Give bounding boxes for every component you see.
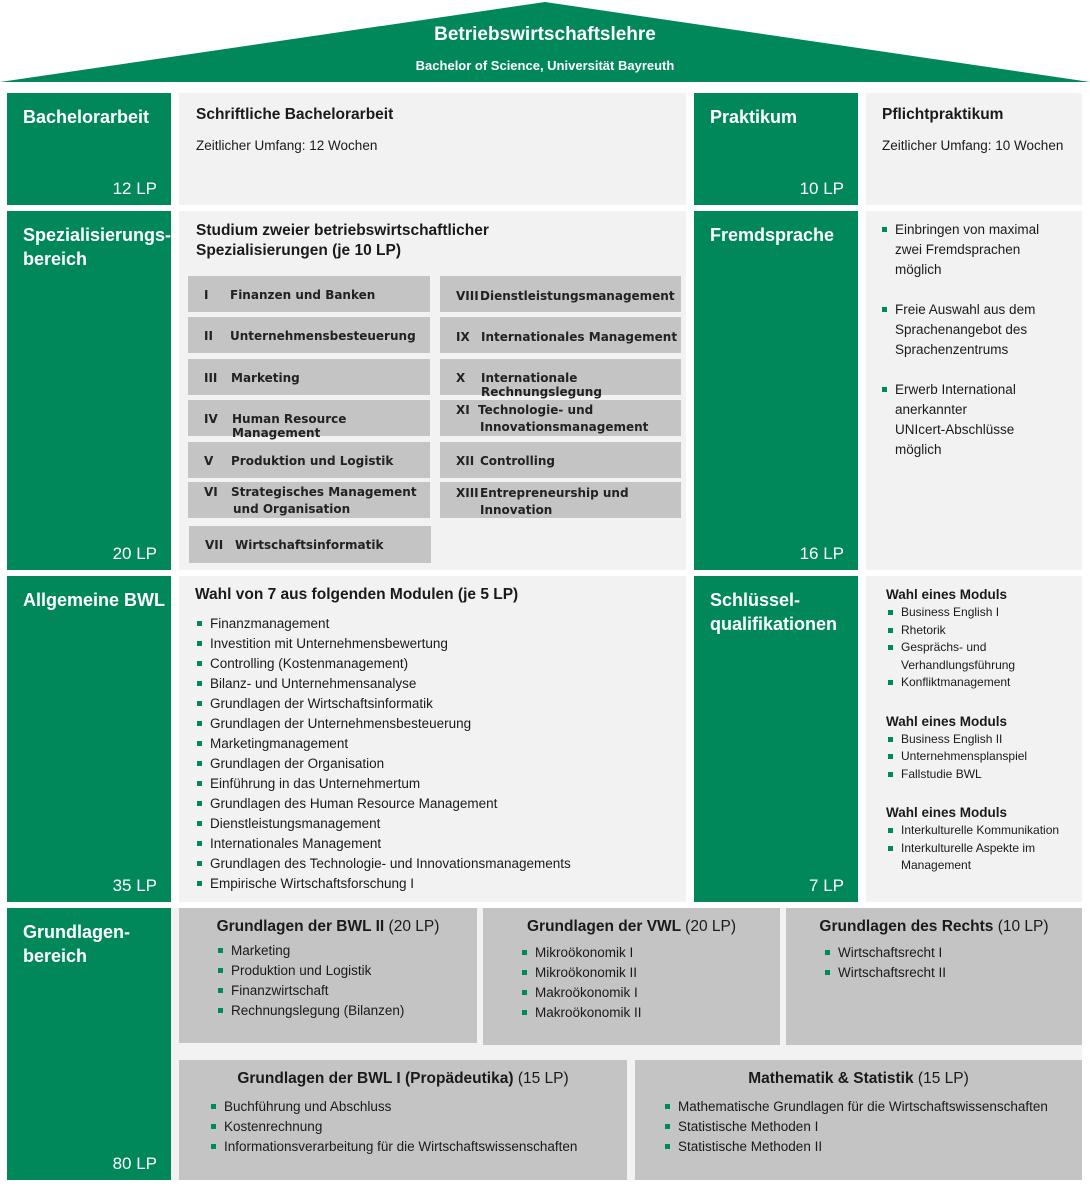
list-item: Mikroökonomik I xyxy=(520,943,780,963)
category-praktikum xyxy=(694,93,858,205)
list-item: Grundlagen der Organisation xyxy=(195,754,670,774)
list-item: Fallstudie BWL xyxy=(886,766,1082,784)
list-item: Business English II xyxy=(886,731,1082,749)
category-schluesselqualifikationen xyxy=(694,576,858,902)
specialization-item: XI Technologie- und Innovationsmanagement xyxy=(440,400,681,436)
category-bachelorarbeit xyxy=(7,93,171,205)
module-list xyxy=(209,1097,627,1157)
category-lp: 12 LP xyxy=(112,179,157,198)
grundlagen-recht-box xyxy=(786,908,1082,1045)
category-label: Fremdsprache xyxy=(710,225,835,245)
module-list xyxy=(886,731,1082,784)
list-item: Marketing xyxy=(216,941,477,961)
list-item: Internationales Management xyxy=(195,834,670,854)
list-item: Finanzmanagement xyxy=(195,614,670,634)
bachelorarbeit-box xyxy=(179,93,686,205)
list-item: Empirische Wirtschaftsforschung I xyxy=(195,874,670,894)
list-item: Informationsverarbeitung für die Wirtschaftswissenschaften xyxy=(209,1137,627,1157)
list-item: Grundlagen der Unternehmensbesteuerung xyxy=(195,714,670,734)
list-item: Dienstleistungsmanagement xyxy=(195,814,670,834)
list-item: Mikroökonomik II xyxy=(520,963,780,983)
list-item: Marketingmanagement xyxy=(195,734,670,754)
category-lp: 10 LP xyxy=(799,179,844,198)
list-item: Einführung in das Unternehmertum xyxy=(195,774,670,794)
list-item: Grundlagen des Technologie- und Innovationsmanagements xyxy=(195,854,670,874)
specialization-item: VIII Dienstleistungsmanagement xyxy=(440,276,681,312)
category-lp: 20 LP xyxy=(112,544,157,563)
box-title: Pflichtpraktikum xyxy=(882,106,1004,123)
module-list xyxy=(195,614,670,894)
box-title: Grundlagen des Rechts (10 LP) xyxy=(819,918,1049,935)
group-title: Wahl eines Moduls xyxy=(886,713,1008,729)
schluessel-box xyxy=(866,576,1082,902)
list-item: Interkulturelle Kommunikation xyxy=(886,822,1082,840)
specialization-item: V Produktion und Logistik xyxy=(188,442,430,478)
category-label: Schlüssel- qualifikationen xyxy=(710,590,838,634)
list-item: Einbringen von maximal zwei Fremdsprachen möglich xyxy=(880,220,1068,280)
specialization-item: VII Wirtschaftsinformatik xyxy=(189,526,431,563)
praktikum-box xyxy=(866,93,1082,205)
category-fremdsprache xyxy=(694,211,858,570)
category-allgemeine-bwl xyxy=(7,576,171,902)
program-title: Betriebswirtschaftslehre xyxy=(434,24,656,45)
category-lp: 16 LP xyxy=(799,544,844,563)
category-label: Allgemeine BWL xyxy=(23,590,166,610)
list-item: Buchführung und Abschluss xyxy=(209,1097,627,1117)
list-item: Gesprächs- und Verhandlungsführung xyxy=(886,639,1082,674)
list-item: Controlling (Kostenmanagement) xyxy=(195,654,670,674)
list-item: Business English I xyxy=(886,604,1082,622)
category-label: Grundlagen- bereich xyxy=(23,922,130,966)
module-list xyxy=(216,941,477,1021)
box-title: Mathematik & Statistik (15 LP) xyxy=(748,1070,969,1087)
list-item: Finanzwirtschaft xyxy=(216,981,477,1001)
roof-header xyxy=(0,0,1090,84)
list-item: Makroökonomik II xyxy=(520,1003,780,1023)
category-lp: 7 LP xyxy=(809,876,844,895)
specialization-item: IV Human Resource Management xyxy=(188,400,430,436)
box-title: Grundlagen der BWL II (20 LP) xyxy=(216,918,440,935)
module-list xyxy=(520,943,780,1023)
box-title: Grundlagen der BWL I (Propädeutika) (15 LP) xyxy=(237,1070,569,1087)
list-item: Grundlagen des Human Resource Management xyxy=(195,794,670,814)
category-spezialisierung xyxy=(7,211,171,570)
module-list xyxy=(823,943,1082,983)
category-label: Spezialisierungs- bereich xyxy=(23,225,172,269)
specialization-item: II Unternehmensbesteuerung xyxy=(188,317,430,353)
spezialisierung-box xyxy=(179,211,686,570)
box-title: Wahl von 7 aus folgenden Modulen (je 5 LP) xyxy=(195,586,519,603)
box-title: Grundlagen der VWL (20 LP) xyxy=(526,918,737,935)
list-item: Konfliktmanagement xyxy=(886,674,1082,692)
box-text: Zeitlicher Umfang: 12 Wochen xyxy=(196,138,378,153)
list-item: Interkulturelle Aspekte im Management xyxy=(886,840,1082,875)
list-item: Bilanz- und Unternehmensanalyse xyxy=(195,674,670,694)
program-subtitle: Bachelor of Science, Universität Bayreuth xyxy=(415,58,675,73)
list-item: Erwerb International anerkannter UNIcert-Abschlüsse möglich xyxy=(880,380,1068,460)
specialization-item: III Marketing xyxy=(188,359,430,395)
grundlagen-bwl1-box xyxy=(179,1060,627,1180)
list-item: Wirtschaftsrecht I xyxy=(823,943,1082,963)
module-list xyxy=(663,1097,1082,1157)
group-title: Wahl eines Moduls xyxy=(886,805,1008,820)
box-title: Studium zweier betriebswirtschaftlicher Spezialisierungen (je 10 LP) xyxy=(196,222,489,259)
grundlagen-vwl-box xyxy=(483,908,780,1045)
list-item: Rechnungslegung (Bilanzen) xyxy=(216,1001,477,1021)
box-text: Zeitlicher Umfang: 10 Wochen xyxy=(882,138,1064,153)
list-item: Makroökonomik I xyxy=(520,983,780,1003)
specialization-item: XIII Entrepreneurship und Innovation xyxy=(440,482,681,518)
allgemeine-bwl-box xyxy=(179,576,686,902)
category-label: Bachelorarbeit xyxy=(23,107,150,127)
fremdsprache-box xyxy=(866,211,1082,570)
list-item: Grundlagen der Wirtschaftsinformatik xyxy=(195,694,670,714)
list-item: Unternehmensplanspiel xyxy=(886,748,1082,766)
grundlagen-bwl2-box xyxy=(179,908,477,1043)
category-grundlagenbereich xyxy=(7,908,171,1180)
module-list xyxy=(886,604,1082,692)
group-title: Wahl eines Moduls xyxy=(886,587,1008,602)
list-item: Kostenrechnung xyxy=(209,1117,627,1137)
category-label: Praktikum xyxy=(710,107,798,127)
list-item: Wirtschaftsrecht II xyxy=(823,963,1082,983)
category-lp: 80 LP xyxy=(112,1154,157,1173)
specialization-item: XII Controlling xyxy=(440,442,681,478)
specialization-item: IX Internationales Management xyxy=(440,317,681,353)
grundlagen-mathe-box xyxy=(635,1060,1082,1180)
box-title: Schriftliche Bachelorarbeit xyxy=(196,106,394,123)
list-item: Statistische Methoden I xyxy=(663,1117,1082,1137)
list-item: Produktion und Logistik xyxy=(216,961,477,981)
specialization-item: VI Strategisches Management und Organisation xyxy=(188,482,430,518)
category-lp: 35 LP xyxy=(112,876,157,895)
list-item: Mathematische Grundlagen für die Wirtschaftswissenschaften xyxy=(663,1097,1082,1117)
list-item: Investition mit Unternehmensbewertung xyxy=(195,634,670,654)
list-item: Freie Auswahl aus dem Sprachenangebot des Sprachenzentrums xyxy=(880,300,1068,360)
list-item: Statistische Methoden II xyxy=(663,1137,1082,1157)
specialization-item: X Internationale Rechnungslegung xyxy=(440,359,681,395)
fremdsprache-list xyxy=(880,220,1068,460)
module-list xyxy=(886,822,1082,875)
list-item: Rhetorik xyxy=(886,622,1082,640)
specialization-item: I Finanzen und Banken xyxy=(188,276,430,312)
